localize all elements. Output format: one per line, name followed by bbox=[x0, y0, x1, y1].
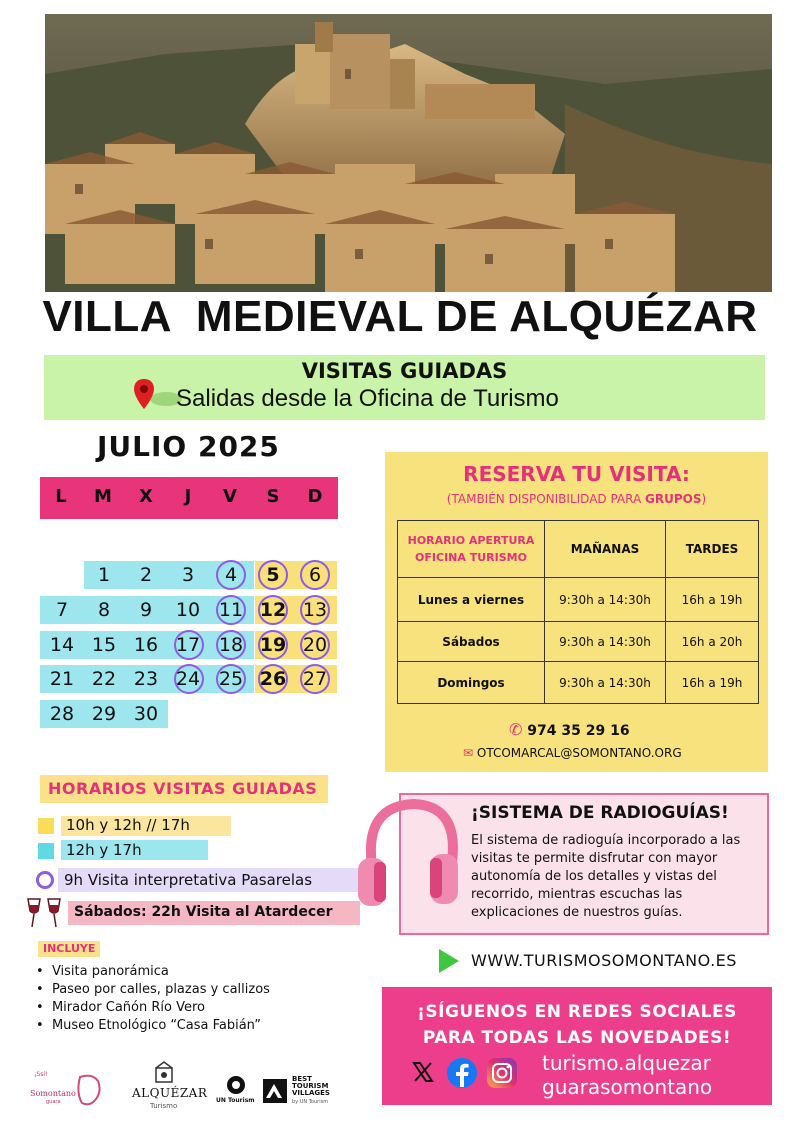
table-header: HORARIO APERTURA OFICINA TURISMO bbox=[398, 521, 545, 578]
calendar-month: JULIO 2025 bbox=[97, 430, 280, 463]
calendar-day: 11 bbox=[218, 599, 244, 621]
legend-cyan-text: 12h y 17h bbox=[66, 841, 142, 859]
calendar-day: 9 bbox=[139, 599, 153, 621]
calendar-grid bbox=[0, 0, 400, 740]
calendar-day: 10 bbox=[175, 599, 201, 621]
legend-purple-text: 9h Visita interpretativa Pasarelas bbox=[64, 871, 313, 889]
reservation-box bbox=[385, 452, 768, 772]
list-item: • Visita panorámica bbox=[36, 964, 169, 979]
horarios-heading: HORARIOS VISITAS GUIADAS bbox=[48, 779, 318, 798]
mail-icon: ✉ bbox=[463, 746, 474, 760]
x-logo-icon[interactable] bbox=[412, 1061, 434, 1083]
legend-sunset-text: Sábados: 22h Visita al Atardecer bbox=[74, 904, 333, 920]
weekday-label: X bbox=[139, 486, 153, 507]
social-box bbox=[382, 987, 772, 1105]
somontano-logo: ¡Ssí! Somontano guara bbox=[26, 1071, 106, 1111]
calendar-day: 14 bbox=[49, 634, 75, 656]
calendar-day: 19 bbox=[259, 634, 287, 656]
facebook-icon[interactable] bbox=[446, 1057, 478, 1089]
calendar-day: 26 bbox=[259, 668, 287, 690]
calendar-day: 17 bbox=[175, 634, 201, 656]
calendar-day: 28 bbox=[49, 703, 75, 725]
calendar-day: 1 bbox=[97, 564, 111, 586]
weekday-label: J bbox=[184, 486, 192, 507]
email-row[interactable] bbox=[463, 746, 682, 760]
best-tourism-villages-logo: BEST TOURISM VILLAGES by UN Tourism bbox=[262, 1076, 342, 1110]
un-tourism-logo: UN Tourism bbox=[214, 1075, 258, 1113]
weekday-label: S bbox=[266, 486, 280, 507]
list-item: • Paseo por calles, plazas y callizos bbox=[36, 982, 270, 997]
weekday-label: V bbox=[223, 486, 237, 507]
website-link[interactable]: WWW.TURISMOSOMONTANO.ES bbox=[471, 951, 737, 970]
calendar-day: 22 bbox=[91, 668, 117, 690]
phone-row[interactable] bbox=[509, 720, 630, 739]
banner-heading: VISITAS GUIADAS bbox=[301, 359, 508, 383]
calendar-day: 3 bbox=[181, 564, 195, 586]
table-cell: Sábados bbox=[398, 622, 545, 662]
calendar-day: 4 bbox=[224, 564, 238, 586]
incluye-heading: INCLUYE bbox=[43, 942, 96, 955]
calendar-day: 15 bbox=[91, 634, 117, 656]
phone-number: 974 35 29 16 bbox=[527, 723, 630, 739]
wine-glasses-icon bbox=[22, 895, 68, 931]
social-handles[interactable]: turismo.alquezar guarasomontano bbox=[542, 1051, 713, 1099]
calendar-day: 23 bbox=[133, 668, 159, 690]
calendar-day: 29 bbox=[91, 703, 117, 725]
purple-ring-icon bbox=[36, 871, 54, 889]
calendar-day: 2 bbox=[139, 564, 153, 586]
calendar-day: 6 bbox=[308, 564, 322, 586]
calendar-day: 20 bbox=[302, 634, 328, 656]
page-title: VILLA MEDIEVAL DE ALQUÉZAR bbox=[42, 292, 758, 341]
calendar-day: 30 bbox=[133, 703, 159, 725]
social-heading: ¡SÍGUENOS EN REDES SOCIALES PARA TODAS LAS NOVEDADES! bbox=[417, 1002, 737, 1048]
weekday-label: L bbox=[55, 486, 67, 507]
list-item: • Museo Etnológico “Casa Fabián” bbox=[36, 1018, 261, 1033]
yellow-legend-swatch bbox=[38, 818, 54, 834]
table-cell: 9:30h a 14:30h bbox=[545, 662, 666, 704]
audio-guide-text: El sistema de radioguía incorporado a las visitas te permite disfrutar con mayor autonomía de los detalles y vistas del recorrido, mientras escuchas las explicaciones de nuestros guías. bbox=[471, 833, 741, 920]
headphones-icon bbox=[354, 796, 464, 914]
horarios-heading-bar bbox=[40, 775, 328, 803]
list-item: • Mirador Cañón Río Vero bbox=[36, 1000, 205, 1015]
play-arrow-icon bbox=[437, 948, 461, 974]
opening-hours-table bbox=[397, 520, 759, 704]
weekday-label: M bbox=[94, 486, 112, 507]
calendar-day: 27 bbox=[302, 668, 328, 690]
alquezar-turismo-logo: ALQUÉZAR Turismo bbox=[130, 1060, 200, 1116]
calendar-day: 13 bbox=[302, 599, 328, 621]
calendar-day: 16 bbox=[133, 634, 159, 656]
calendar-day: 12 bbox=[259, 599, 287, 621]
table-header: TARDES bbox=[666, 521, 759, 578]
reserve-subheading: (TAMBIÉN DISPONIBILIDAD PARA GRUPOS) bbox=[446, 492, 707, 506]
email-address: OTCOMARCAL@SOMONTANO.ORG bbox=[476, 746, 682, 760]
table-cell: 16h a 20h bbox=[666, 622, 759, 662]
incluye-tag bbox=[38, 941, 100, 957]
table-cell: 9:30h a 14:30h bbox=[545, 622, 666, 662]
reserve-heading: RESERVA TU VISITA: bbox=[463, 462, 690, 486]
calendar-day: 5 bbox=[266, 564, 280, 586]
table-header: MAÑANAS bbox=[545, 521, 666, 578]
calendar-day: 25 bbox=[218, 668, 244, 690]
cyan-legend-swatch bbox=[38, 843, 54, 859]
calendar-day: 7 bbox=[55, 599, 69, 621]
weekday-label: D bbox=[307, 486, 323, 507]
table-cell: 9:30h a 14:30h bbox=[545, 578, 666, 622]
table-cell: 16h a 19h bbox=[666, 662, 759, 704]
banner-subtitle: Salidas desde la Oficina de Turismo bbox=[176, 385, 559, 412]
phone-icon: ✆ bbox=[509, 720, 523, 739]
table-cell: 16h a 19h bbox=[666, 578, 759, 622]
incluye-list bbox=[36, 963, 270, 1035]
instagram-icon[interactable] bbox=[486, 1057, 518, 1089]
table-cell: Domingos bbox=[398, 662, 545, 704]
calendar-day: 18 bbox=[218, 634, 244, 656]
legend-yellow-text: 10h y 12h // 17h bbox=[66, 816, 190, 834]
audio-guide-heading: ¡SISTEMA DE RADIOGUÍAS! bbox=[471, 803, 729, 823]
table-cell: Lunes a viernes bbox=[398, 578, 545, 622]
calendar-day: 24 bbox=[175, 668, 201, 690]
calendar-day: 8 bbox=[97, 599, 111, 621]
calendar-day: 21 bbox=[49, 668, 75, 690]
